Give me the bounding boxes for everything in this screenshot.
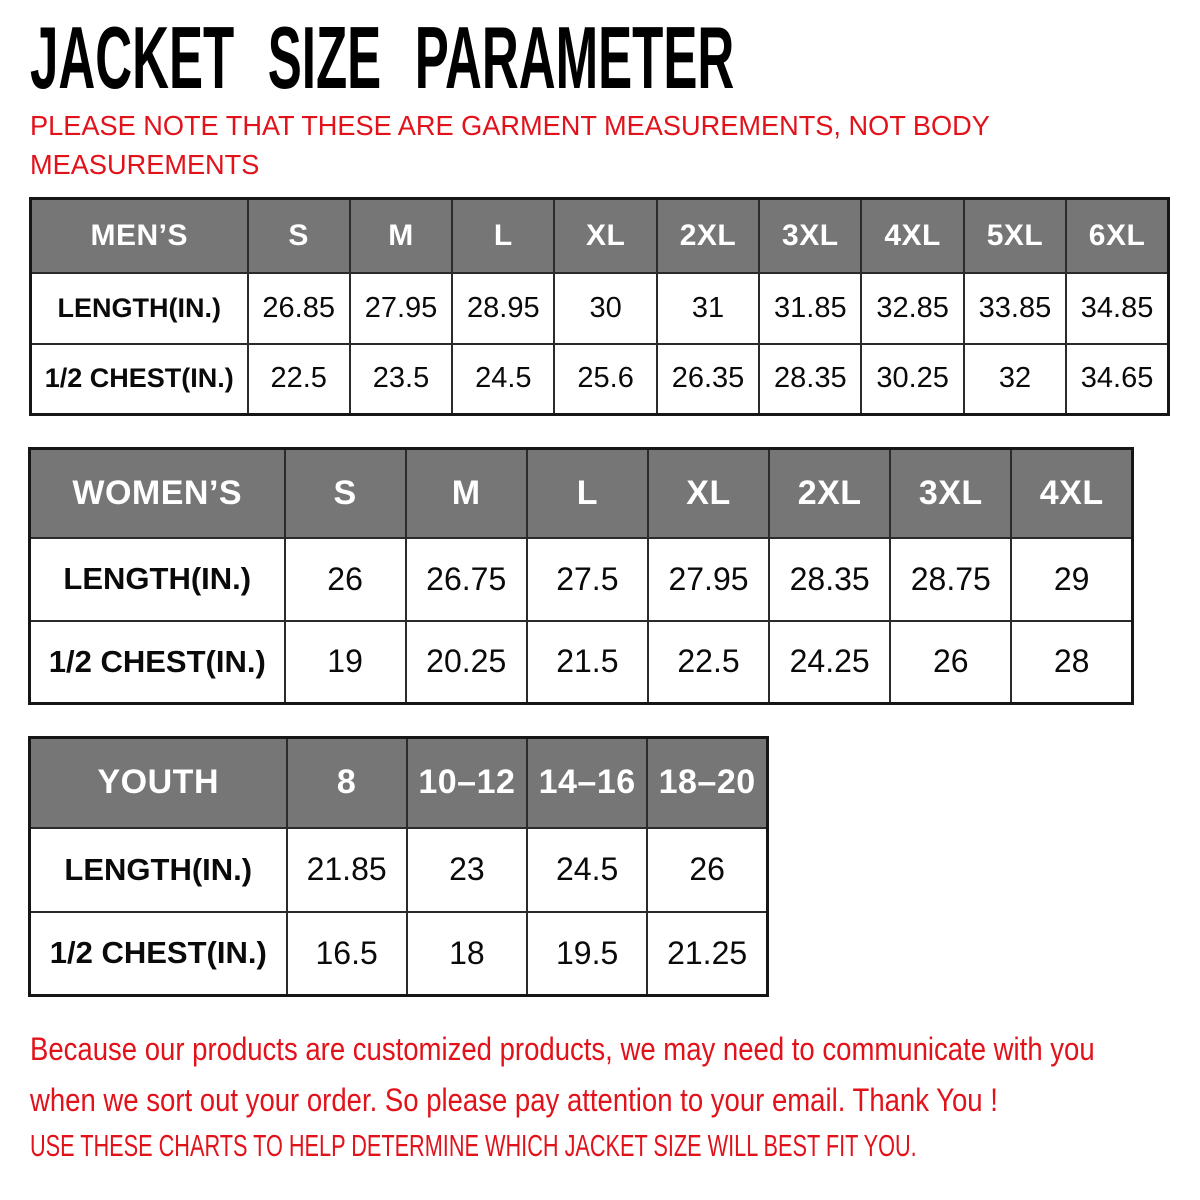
- mens-measurement-row: [31, 273, 1169, 344]
- womens-table-title-cell: WOMEN’S: [30, 449, 285, 538]
- womens-size-header: S: [285, 449, 406, 538]
- measurement-value: 26: [285, 538, 406, 621]
- row-label: LENGTH(IN.): [30, 538, 285, 621]
- page-title: JACKET SIZE PARAMETER: [30, 8, 735, 107]
- garment-measurements-note: [30, 106, 1020, 184]
- measurement-value: 23: [407, 828, 527, 912]
- mens-size-header: L: [452, 199, 554, 273]
- measurement-value: 26.35: [657, 344, 759, 415]
- womens-size-table: [28, 447, 1134, 705]
- garment-note-line: PLEASE NOTE THAT THESE ARE GARMENT MEASUREMENTS, NOT BODY: [30, 110, 990, 141]
- row-label: LENGTH(IN.): [30, 828, 287, 912]
- mens-measurement-row: [31, 344, 1169, 415]
- row-label: 1/2 CHEST(IN.): [31, 344, 248, 415]
- measurement-value: 28: [1011, 621, 1132, 704]
- measurement-value: 24.25: [769, 621, 890, 704]
- mens-size-header: M: [350, 199, 452, 273]
- measurement-value: 26: [890, 621, 1011, 704]
- garment-note-line: MEASUREMENTS: [30, 149, 260, 180]
- measurement-value: 32: [964, 344, 1066, 415]
- youth-size-header: 14–16: [527, 738, 647, 828]
- measurement-value: 21.5: [527, 621, 648, 704]
- womens-size-header: M: [406, 449, 527, 538]
- row-label: 1/2 CHEST(IN.): [30, 912, 287, 996]
- youth-size-table-wrap: [28, 736, 769, 997]
- mens-size-header: XL: [554, 199, 656, 273]
- measurement-value: 26: [647, 828, 767, 912]
- measurement-value: 27.95: [350, 273, 452, 344]
- womens-measurement-row: [30, 538, 1133, 621]
- advice-note-line: USE THESE CHARTS TO HELP DETERMINE WHICH JACKET SIZE WILL BEST FIT YOU.: [30, 1128, 917, 1163]
- mens-size-table: [29, 197, 1170, 416]
- womens-size-header: XL: [648, 449, 769, 538]
- measurement-value: 23.5: [350, 344, 452, 415]
- measurement-value: 22.5: [648, 621, 769, 704]
- measurement-value: 18: [407, 912, 527, 996]
- youth-measurement-row: [30, 828, 768, 912]
- youth-size-table: [28, 736, 769, 997]
- youth-size-header: 8: [287, 738, 407, 828]
- measurement-value: 34.85: [1066, 273, 1168, 344]
- mens-size-table-wrap: [29, 197, 1170, 416]
- womens-size-table-wrap: [28, 447, 1134, 705]
- mens-size-header: 2XL: [657, 199, 759, 273]
- communication-note-line: when we sort out your order. So please pay attention to your email. Thank You !: [30, 1082, 998, 1118]
- measurement-value: 24.5: [452, 344, 554, 415]
- measurement-value: 19.5: [527, 912, 647, 996]
- womens-size-header: 3XL: [890, 449, 1011, 538]
- measurement-value: 28.95: [452, 273, 554, 344]
- mens-size-header: 5XL: [964, 199, 1066, 273]
- womens-size-header: 2XL: [769, 449, 890, 538]
- measurement-value: 21.85: [287, 828, 407, 912]
- communication-note-line: Because our products are customized products, we may need to communicate with you: [30, 1031, 1095, 1067]
- womens-header-row: [30, 449, 1133, 538]
- youth-header-row: [30, 738, 768, 828]
- row-label: LENGTH(IN.): [31, 273, 248, 344]
- measurement-value: 26.75: [406, 538, 527, 621]
- measurement-value: 29: [1011, 538, 1132, 621]
- mens-table-title-cell: MEN’S: [31, 199, 248, 273]
- youth-size-header: 10–12: [407, 738, 527, 828]
- womens-measurement-row: [30, 621, 1133, 704]
- womens-size-header: 4XL: [1011, 449, 1132, 538]
- womens-size-header: L: [527, 449, 648, 538]
- mens-size-header: 3XL: [759, 199, 861, 273]
- measurement-value: 21.25: [647, 912, 767, 996]
- customization-communication-note: [30, 1024, 1200, 1126]
- mens-header-row: [31, 199, 1169, 273]
- measurement-value: 31: [657, 273, 759, 344]
- measurement-value: 28.35: [759, 344, 861, 415]
- measurement-value: 25.6: [554, 344, 656, 415]
- measurement-value: 16.5: [287, 912, 407, 996]
- youth-table-title-cell: YOUTH: [30, 738, 287, 828]
- measurement-value: 31.85: [759, 273, 861, 344]
- mens-size-header: 4XL: [861, 199, 963, 273]
- measurement-value: 28.75: [890, 538, 1011, 621]
- measurement-value: 33.85: [964, 273, 1066, 344]
- youth-size-header: 18–20: [647, 738, 767, 828]
- measurement-value: 26.85: [248, 273, 350, 344]
- measurement-value: 32.85: [861, 273, 963, 344]
- measurement-value: 30.25: [861, 344, 963, 415]
- size-chart-advice-note: [30, 1126, 1200, 1166]
- measurement-value: 27.95: [648, 538, 769, 621]
- measurement-value: 19: [285, 621, 406, 704]
- measurement-value: 27.5: [527, 538, 648, 621]
- measurement-value: 24.5: [527, 828, 647, 912]
- mens-size-header: S: [248, 199, 350, 273]
- measurement-value: 28.35: [769, 538, 890, 621]
- row-label: 1/2 CHEST(IN.): [30, 621, 285, 704]
- measurement-value: 22.5: [248, 344, 350, 415]
- measurement-value: 30: [554, 273, 656, 344]
- measurement-value: 34.65: [1066, 344, 1168, 415]
- measurement-value: 20.25: [406, 621, 527, 704]
- youth-measurement-row: [30, 912, 768, 996]
- mens-size-header: 6XL: [1066, 199, 1168, 273]
